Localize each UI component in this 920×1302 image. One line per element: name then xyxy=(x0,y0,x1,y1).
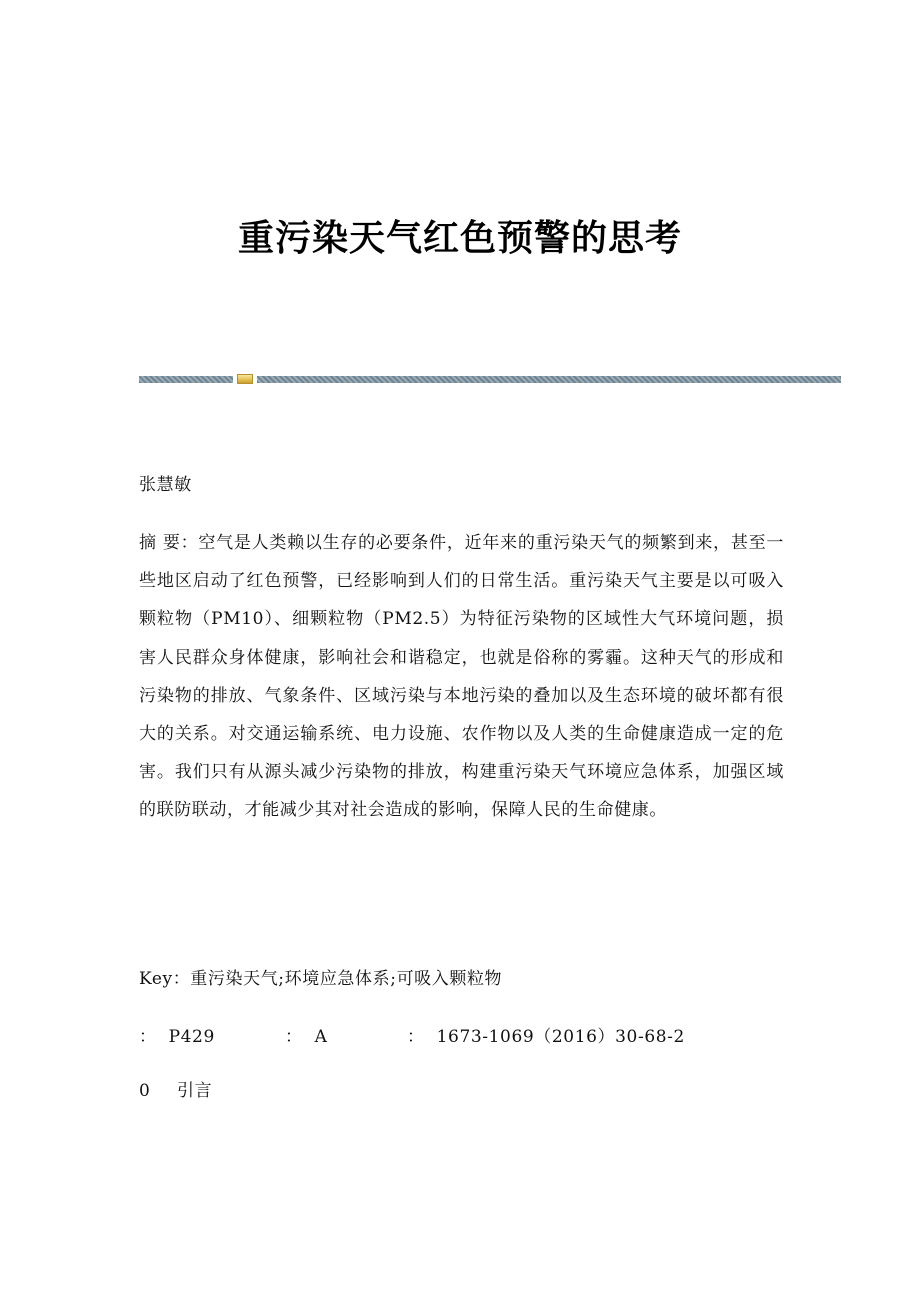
divider-ornament-icon xyxy=(237,374,253,384)
divider-bar-right xyxy=(257,376,841,383)
section-number: 0 xyxy=(139,1081,151,1101)
divider-bar-left xyxy=(139,376,233,383)
author-name: 张慧敏 xyxy=(139,475,192,495)
article-id: ： 1673-1069（2016）30-68-2 xyxy=(407,1027,685,1047)
classification-line xyxy=(139,1024,784,1050)
document-code: ： A xyxy=(285,1027,328,1047)
abstract-paragraph: 摘 要：空气是人类赖以生存的必要条件，近年来的重污染天气的频繁到来，甚至一些地区启动了红色预警，已经影响到人们的日常生活。重污染天气主要是以可吸入颗粒物（PM10）、细颗粒物（PM2.5）为特征污染物的区域性大气环境问题，损害人民群众身体健康，影响社会和谐稳定，也就是俗称的雾霾。这种天气的形成和污染物的排放、气象条件、区域污染与本地污染的叠加以及生态环境的破坏都有很大的关系。对交通运输系统、电力设施、农作物以及人类的生命健康造成一定的危害。我们只有从源头减少污染物的排放，构建重污染天气环境应急体系，加强区域的联防联动，才能减少其对社会造成的影响，保障人民的生命健康。 xyxy=(139,533,784,821)
section-title: 引言 xyxy=(177,1081,213,1101)
title-divider xyxy=(139,374,841,384)
section-heading xyxy=(139,1078,784,1104)
clc-number: ： P429 xyxy=(139,1027,215,1047)
page-title: 重污染天气红色预警的思考 xyxy=(237,218,682,259)
keywords-line: Key：重污染天气;环境应急体系;可吸入颗粒物 xyxy=(139,969,503,989)
